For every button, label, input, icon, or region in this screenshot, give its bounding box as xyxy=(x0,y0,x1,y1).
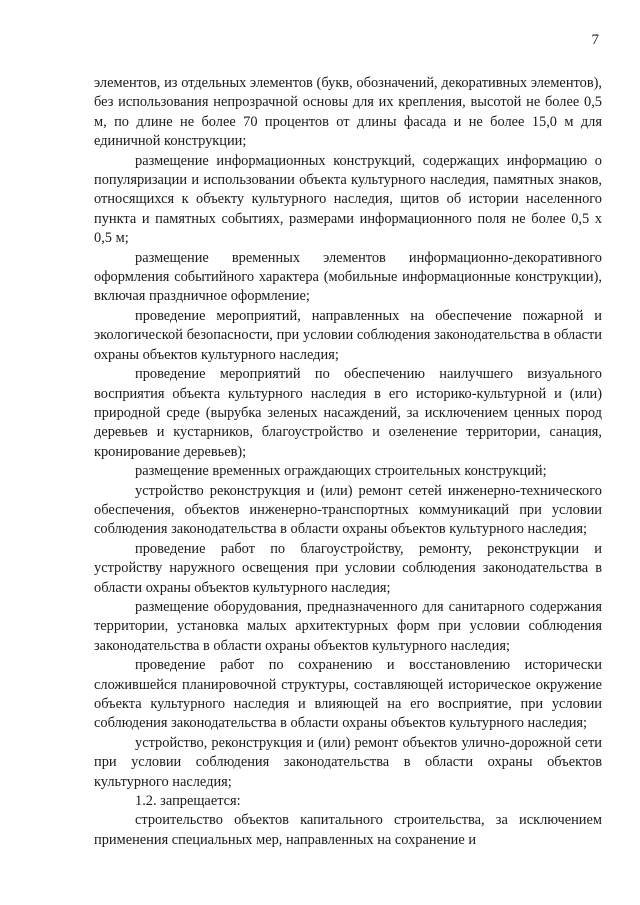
paragraph: проведение работ по благоустройству, ремонту, реконструкции и устройству наружного освещения при условии соблюдения законодательства в области охраны объектов культурного наследия; xyxy=(94,540,602,596)
paragraph: строительство объектов капитального строительства, за исключением применения специальных мер, направленных на сохранение и xyxy=(94,812,602,848)
paragraph: размещение временных ограждающих строительных конструкций; xyxy=(135,463,547,480)
paragraph: устройство, реконструкция и (или) ремонт объектов улично-дорожной сети при условии соблюдения законодательства в области охраны объектов культурного наследия; xyxy=(94,734,602,790)
paragraph: размещение временных элементов информационно-декоративного оформления событийного характера (мобильные информационные конструкции), включая праздничное оформление; xyxy=(94,249,602,305)
document-body xyxy=(94,74,602,850)
section-heading: 1.2. запрещается: xyxy=(135,793,241,810)
paragraph: размещение оборудования, предназначенного для санитарного содержания территории, установка малых архитектурных форм при условии соблюдения законодательства в области охраны объектов культурного наследия; xyxy=(94,598,602,654)
paragraph: проведение мероприятий, направленных на обеспечение пожарной и экологической безопасности, при условии соблюдения законодательства в области охраны объектов культурного наследия; xyxy=(94,307,602,363)
paragraph: проведение работ по сохранению и восстановлению исторически сложившейся планировочной структуры, составляющей историческое окружение объекта культурного наследия и влияющей на его восприятие, при условии соблюдения законодательства в области охраны объектов культурного наследия; xyxy=(94,657,602,732)
page-number: 7 xyxy=(591,32,599,48)
paragraph: проведение мероприятий по обеспечению наилучшего визуального восприятия объекта культурного наследия в его историко-культурной и (или) природной среде (вырубка зеленых насаждений, за исключением ценных пород деревьев и кустарников, благоустройство и озеленение территории, санация, кронирование деревьев); xyxy=(94,366,602,460)
paragraph: элементов, из отдельных элементов (букв, обозначений, декоративных элементов), без использования непрозрачной основы для их крепления, высотой не более 0,5 м, по длине не более 70 процентов от длины фасада и не более 15,0 м для единичной конструкции; xyxy=(94,75,602,150)
paragraph: устройство реконструкция и (или) ремонт сетей инженерно-технического обеспечения, объектов инженерно-транспортных коммуникаций при условии соблюдения законодательства в области охраны объектов культурного наследия; xyxy=(94,482,602,538)
paragraph: размещение информационных конструкций, содержащих информацию о популяризации и использовании объекта культурного наследия, памятных знаков, относящихся к объекту культурного наследия, щитов об истории населенного пункта и памятных событиях, размерами информационного поля не более 0,5 х 0,5 м; xyxy=(94,152,602,247)
